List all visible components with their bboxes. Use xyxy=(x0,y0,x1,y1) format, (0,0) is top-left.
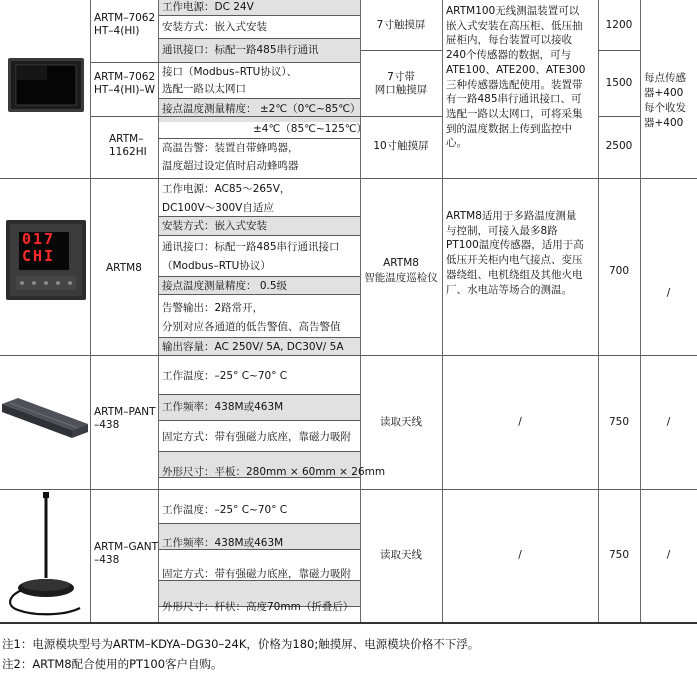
price-750: 750 xyxy=(608,416,630,428)
spec-line: 选配一路以太网口 xyxy=(162,83,246,95)
function-antenna: 读取天线 xyxy=(380,549,422,561)
model-7062-ht4-w: ARTM–7062 HT–4(HI)–W xyxy=(94,71,156,96)
spec-line: （Modbus–RTU协议） xyxy=(162,260,271,272)
model-gant-438: ARTM–GANT –438 xyxy=(94,541,159,566)
description-slash: / xyxy=(518,549,522,561)
spec-line: 分别对应各通道的低告警值、高告警值 xyxy=(162,321,341,333)
spec-line: 工作温度：–25° C~70° C xyxy=(162,370,288,382)
spec-line: 外形尺寸：杆状：高度70mm（折叠后） xyxy=(162,601,354,613)
model-artm8: ARTM8 xyxy=(106,262,142,274)
spec-line: 温度超过设定值时启动蜂鸣器 xyxy=(162,160,299,172)
spec-line: 工作频率：438M或463M xyxy=(162,401,284,413)
spec-line: 接口（Modbus–RTU协议）、 xyxy=(162,66,298,78)
spec-line: 工作电源：DC 24V xyxy=(162,1,254,13)
touchscreen-device-image xyxy=(8,58,84,112)
description-artm8: ARTM8适用于多路温度测量 与控制，可接入最多8路 PT100温度传感器，适用于高 低压开关柜内电气接点、变压 器绕组、电机绕组及其他火电 厂、水电站等场合的测温。 xyxy=(446,210,584,296)
artm8-display-bottom: CHI xyxy=(22,247,56,265)
remark-slash: / xyxy=(666,549,671,561)
spec-line: 输出容量：AC 250V/ 5A, DC30V/ 5A xyxy=(162,341,344,353)
model-7062-ht4: ARTM–7062 HT–4(HI) xyxy=(94,12,156,37)
spec-line: 接点温度测量精度： ±2℃（0℃~85℃） xyxy=(162,103,361,115)
spec-line: 接点温度测量精度： 0.5级 xyxy=(162,280,288,292)
function-10inch: 10寸触摸屏 xyxy=(373,140,429,152)
spec-line: 告警输出：2路常开， xyxy=(162,302,264,314)
spec-line: 通讯接口：标配一路485串行通讯接口 xyxy=(162,241,340,253)
footnote-2: 注2：ARTM8配合使用的PT100客户自购。 xyxy=(2,657,223,671)
price-2500: 2500 xyxy=(605,140,633,152)
spec-line: 安装方式：嵌入式安装 xyxy=(162,220,267,232)
function-artm8: ARTM8 智能温度巡检仪 xyxy=(364,257,438,284)
spec-line: 高温告警：装置自带蜂鸣器， xyxy=(162,142,299,154)
spec-line: 安装方式：嵌入式安装 xyxy=(162,21,267,33)
price-700: 700 xyxy=(608,265,630,277)
artm8-display-top: 017 xyxy=(22,230,56,248)
footnote-1: 注1：电源模块型号为ARTM–KDYA–DG30–24K，价格为180;触摸屏、电源模块价格不下浮。 xyxy=(2,637,480,651)
description-artm100: ARTM100无线测温装置可以 嵌入式安装在高压柜、低压抽 屉柜内，每台装置可以接收 240个传感器的数据，可与 ATE100、ATE200、ATE300 三种传感器选配使用。装置带 有一路485串行通讯接口、可 选配一路以太网口，可将采集 到的温度数据上传到监控中 心。 xyxy=(446,5,586,150)
spec-line: 固定方式：带有强磁力底座，靠磁力吸附 xyxy=(162,568,351,580)
remark-slash: / xyxy=(666,416,671,428)
spec-line: 外形尺寸：平板：280mm × 60mm × 26mm xyxy=(162,466,386,478)
spec-line: 通讯接口：标配一路485串行通讯 xyxy=(162,44,319,56)
spec-line: DC100V～300V自适应 xyxy=(162,202,274,214)
function-antenna: 读取天线 xyxy=(380,416,422,428)
panel-antenna-image xyxy=(0,390,90,442)
description-slash: / xyxy=(518,416,522,428)
spec-line: 工作频率：438M或463M xyxy=(162,537,284,549)
spec-line: ±4℃（85℃~125℃） xyxy=(253,123,368,135)
remark-sensor-price: 每点传感 器+400 每个收发 器+400 xyxy=(644,72,686,129)
rod-antenna-image xyxy=(4,492,88,618)
function-7inch-net: 7寸带 网口触摸屏 xyxy=(374,71,428,96)
spec-line: 工作温度：–25° C~70° C xyxy=(162,504,288,516)
price-1200: 1200 xyxy=(605,19,633,31)
spec-line: 固定方式：带有强磁力底座，靠磁力吸附 xyxy=(162,431,351,443)
model-pant-438: ARTM–PANT –438 xyxy=(94,406,156,431)
remark-slash: / xyxy=(666,287,671,299)
model-1162hi: ARTM– 1162HI xyxy=(109,133,147,158)
spec-line: 工作电源：AC85～265V， xyxy=(162,183,291,195)
price-750: 750 xyxy=(608,549,630,561)
function-7inch: 7寸触摸屏 xyxy=(376,19,426,31)
price-1500: 1500 xyxy=(605,77,633,89)
